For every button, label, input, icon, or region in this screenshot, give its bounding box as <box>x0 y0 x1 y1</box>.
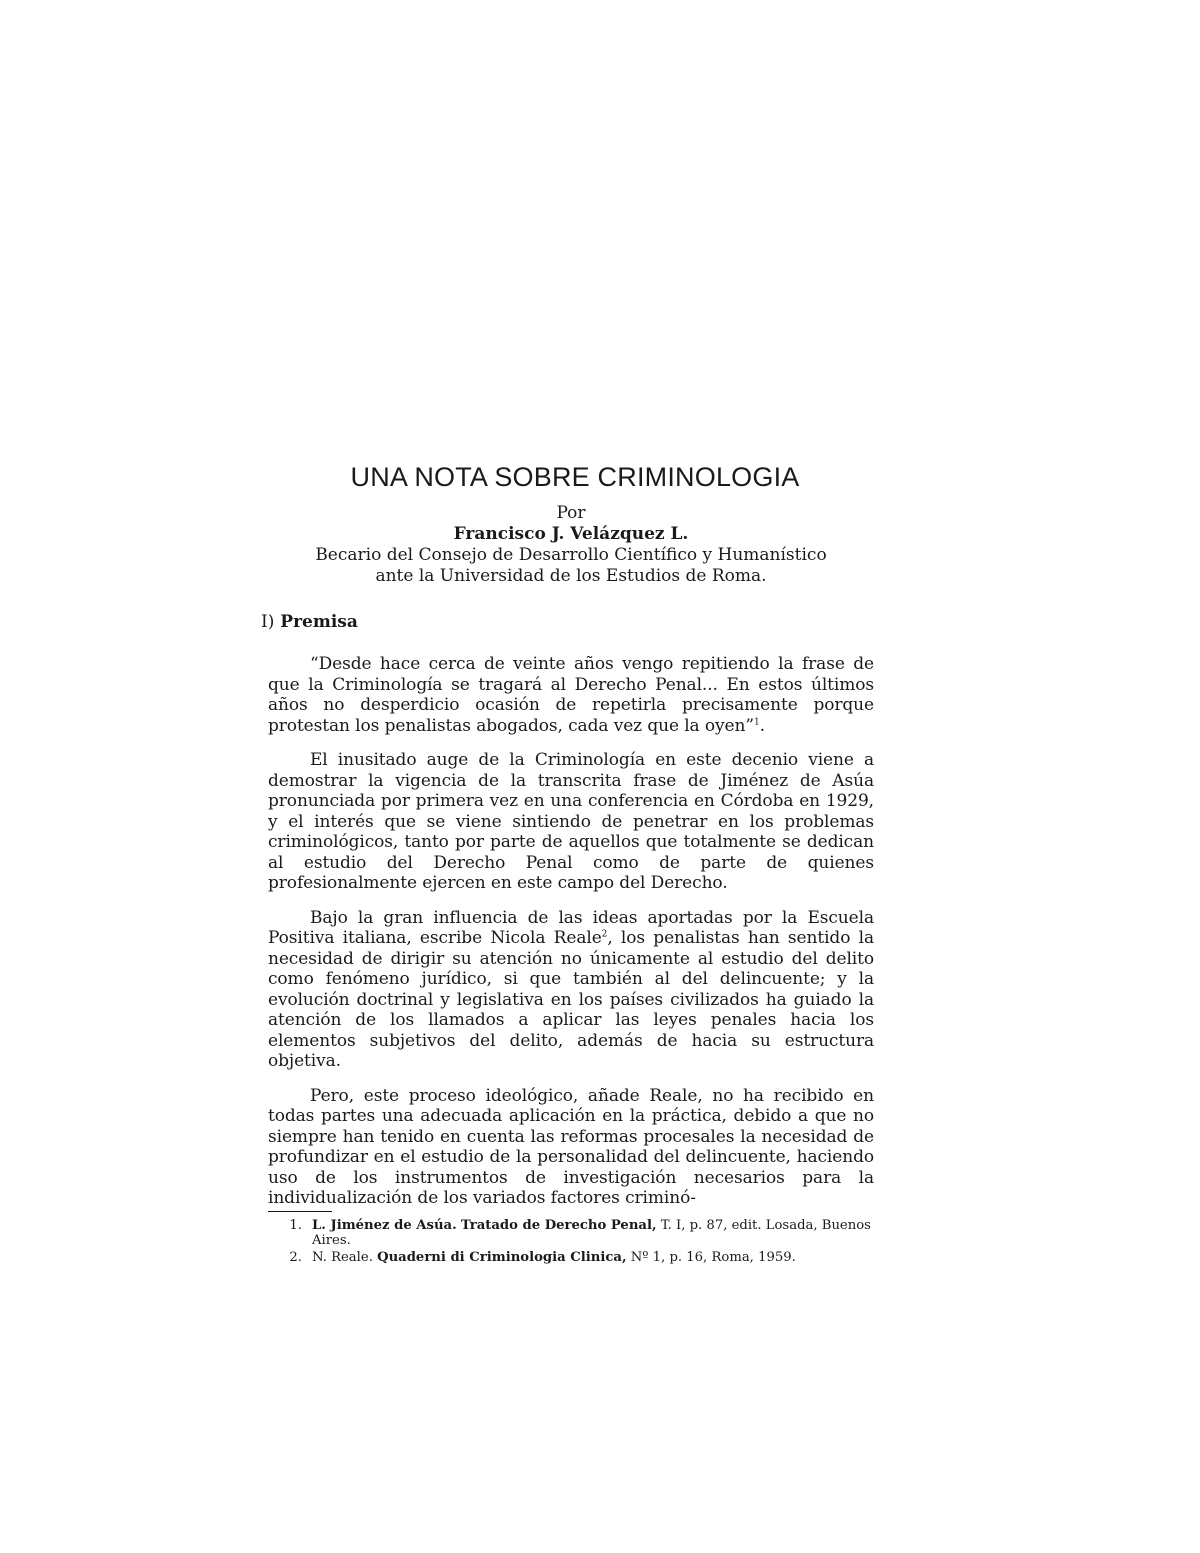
paragraph-text: “Desde hace cerca de veinte años vengo repitiendo la frase de que la Criminología se tragará al Derecho Penal... En estos últimos años no desperdicio ocasión de repetirla precisamente porque protestan los penalistas abogados, cada vez que la oyen” <box>268 654 874 736</box>
byline <box>268 503 874 587</box>
article <box>261 462 875 1267</box>
footnote-details: Nº 1, p. 16, Roma, 1959. <box>630 1249 796 1265</box>
footnote-work: Tratado de Derecho Penal, <box>460 1217 657 1233</box>
paragraph-text: El inusitado auge de la Criminología en este decenio viene a demostrar la vigencia de la transcrita frase de Jiménez de Asúa pronunciada por primera vez en una conferencia en Córdoba en 1929, y el interés que se viene sintiendo de penetrar en los problemas criminológicos, tanto por parte de aquellos que totalmente se dedican al estudio del Derecho Penal como de parte de quienes profesionalmente ejercen en este campo del Derecho. <box>268 750 874 893</box>
footnote-ref-2: 2 <box>601 929 608 940</box>
paragraph-text-continued: , los penalistas han sentido la necesidad de dirigir su atención no únicamente al estudio del delito como fenómeno jurídico, si que también al del delincuente; y la evolución doctrinal y legislativa en los países civilizados ha guiado la atención de los llamados a aplicar las leyes penales hacia los elementos subjetivos del delito, además de hacia su estructura objetiva. <box>268 928 875 1071</box>
footnote-details: T. I, p. 87, edit. Losada, Buenos Aires. <box>312 1217 871 1248</box>
section-number: I) <box>261 612 275 632</box>
author-name: Francisco J. Velázquez L. <box>453 524 689 544</box>
footnote-ref-1: 1 <box>753 716 760 727</box>
footnote-item <box>268 1218 874 1248</box>
footnote-item <box>268 1250 874 1265</box>
paragraph-quote <box>268 654 874 736</box>
footnote-author: L. Jiménez de Asúa. <box>312 1217 457 1233</box>
footnotes <box>268 1218 874 1265</box>
footnote-text <box>312 1250 874 1265</box>
footnote-text <box>312 1218 874 1248</box>
paragraph-tail: . <box>759 715 765 736</box>
section-title: Premisa <box>280 612 358 632</box>
byline-por: Por <box>556 503 586 523</box>
paragraph <box>268 750 874 894</box>
section-heading <box>261 612 874 632</box>
author-affiliation-line-2: ante la Universidad de los Estudios de Roma. <box>375 566 767 586</box>
author-affiliation-line-1: Becario del Consejo de Desarrollo Científico y Humanístico <box>315 545 827 565</box>
footnote-number: 1. <box>289 1217 302 1233</box>
paragraph-text: Bajo la gran influencia de las ideas aportadas por la Escuela Positiva italiana, escribe Nicola Reale <box>268 907 874 948</box>
article-title: UNA NOTA SOBRE CRIMINOLOGIA <box>350 462 800 492</box>
footnote-author: N. Reale. <box>312 1249 373 1265</box>
footnote-divider <box>268 1211 332 1212</box>
paragraph <box>268 1086 874 1209</box>
footnote-work: Quaderni di Criminologia Clinica, <box>377 1249 627 1265</box>
paragraph <box>268 908 874 1072</box>
paragraph-text: Pero, este proceso ideológico, añade Reale, no ha recibido en todas partes una adecuada aplicación en la práctica, debido a que no siempre han tenido en cuenta las reformas procesales la necesidad de profundizar en el estudio de la personalidad del delincuente, haciendo uso de los instrumentos de investigación necesarios para la individualización de los variados factores criminó- <box>268 1085 874 1208</box>
footnote-number: 2. <box>289 1249 302 1265</box>
